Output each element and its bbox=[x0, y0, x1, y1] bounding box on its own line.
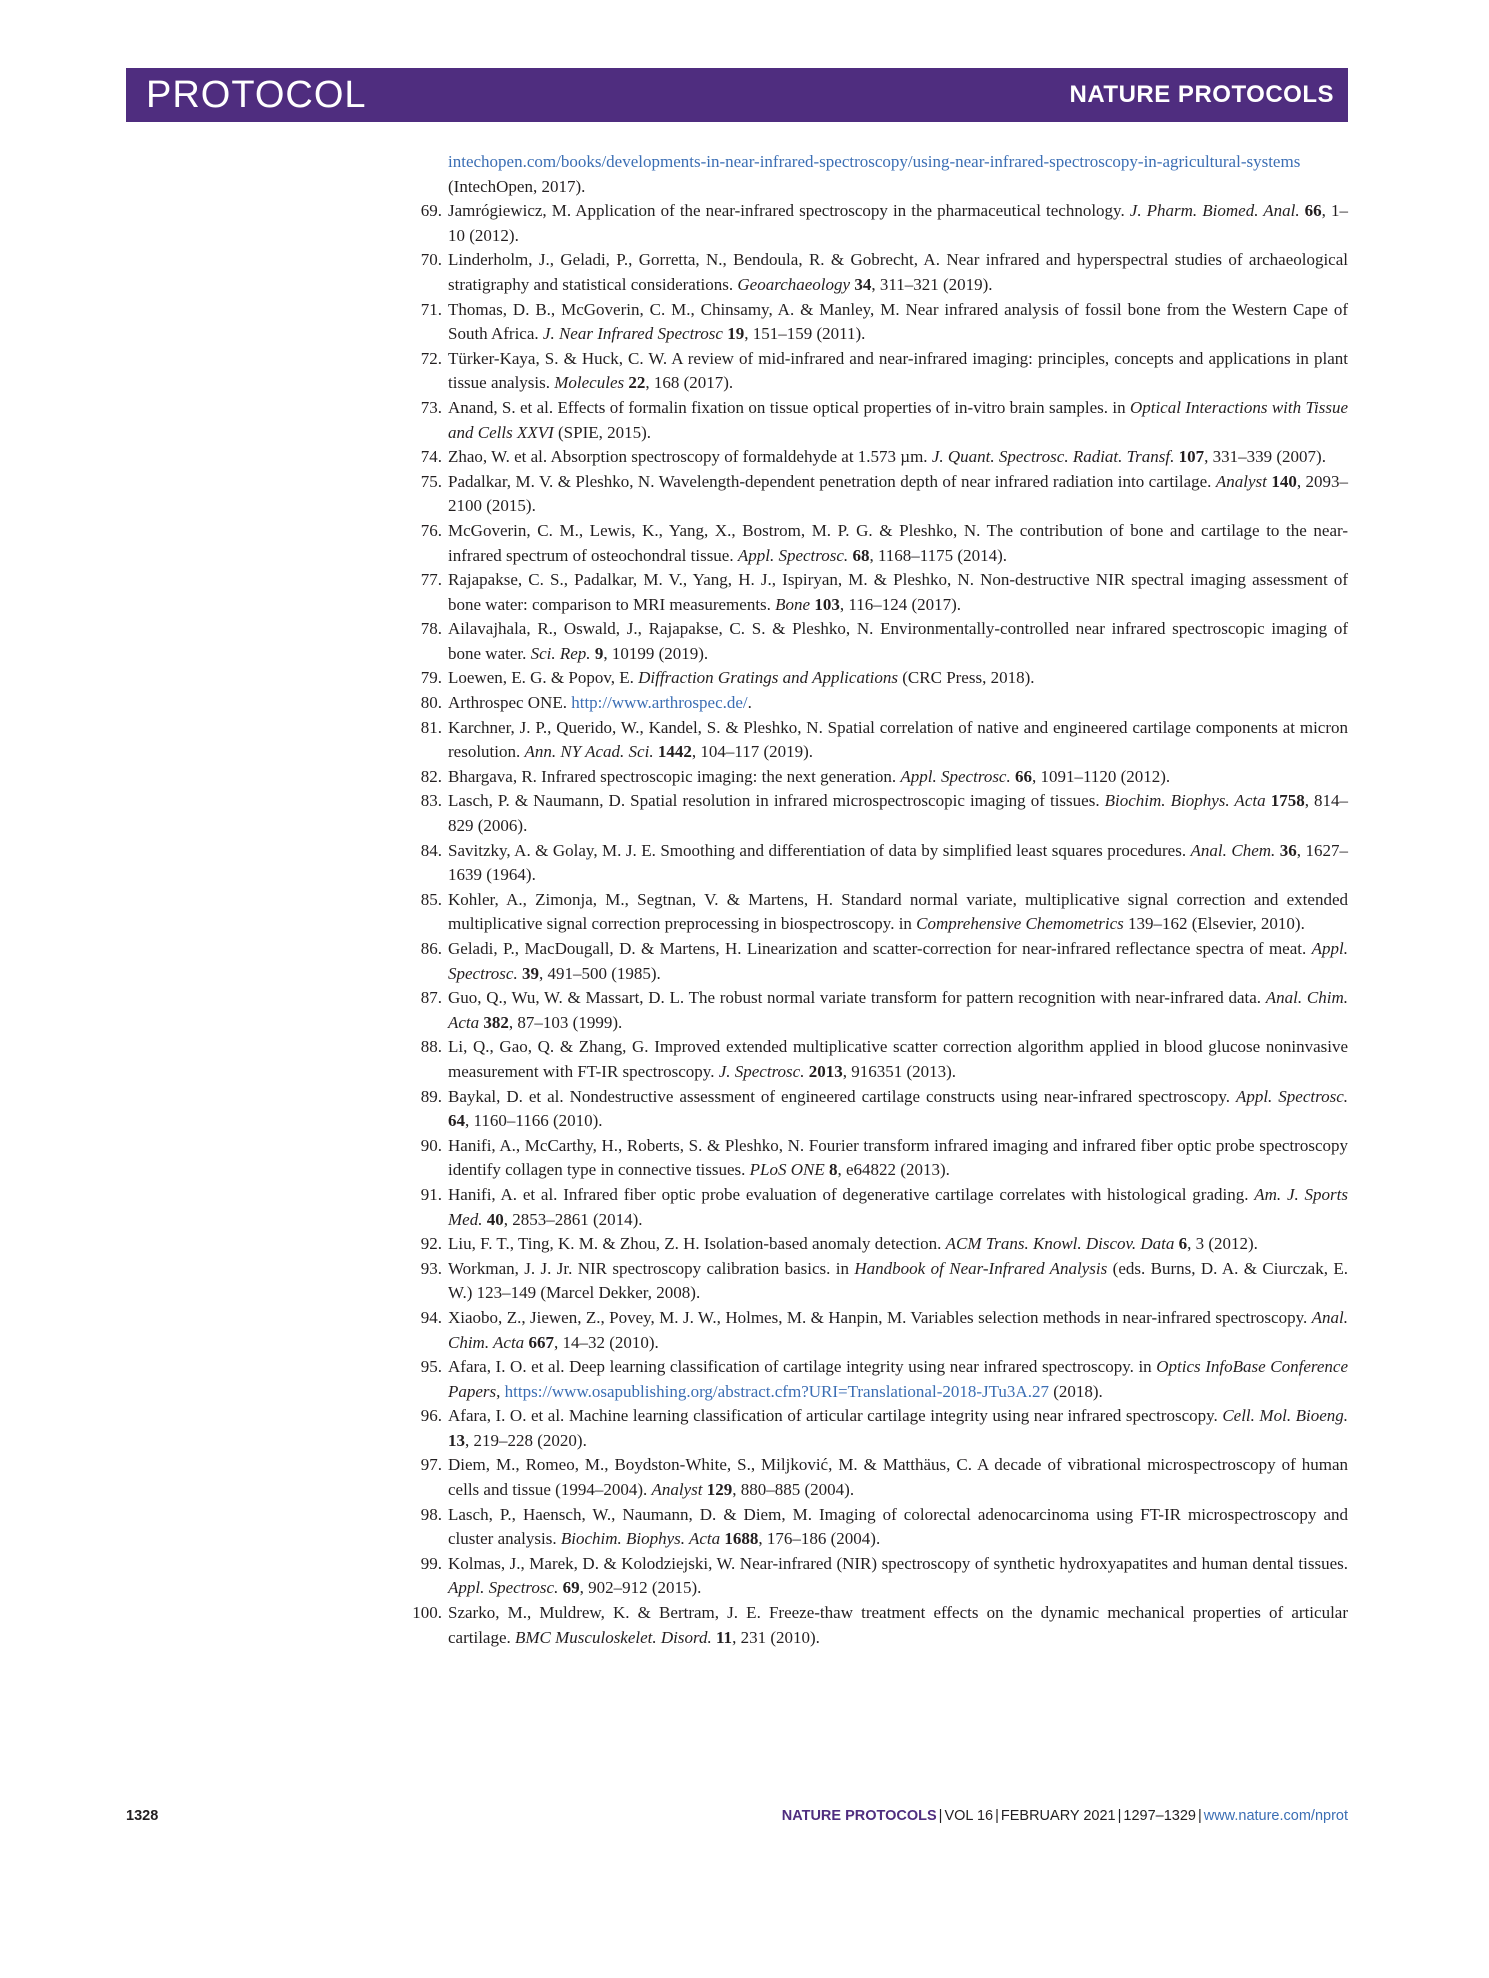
reference-text: , 14–32 (2010). bbox=[553, 1332, 659, 1352]
reference-item bbox=[390, 1355, 1348, 1404]
reference-volume: 8 bbox=[829, 1160, 838, 1180]
reference-item bbox=[390, 1257, 1348, 1306]
separator: | bbox=[1117, 1808, 1122, 1824]
reference-item bbox=[390, 1601, 1348, 1650]
reference-journal: Geoarchaeology bbox=[737, 274, 851, 294]
reference-item bbox=[390, 347, 1348, 396]
reference-journal: Anal. Chim. Acta bbox=[448, 988, 1348, 1032]
reference-link[interactable]: https://www.osapublishing.org/abstract.cfm?URI=Translational-2018-JTu3A.27 bbox=[504, 1381, 1049, 1401]
reference-number: 95. bbox=[420, 1357, 442, 1377]
reference-text: Karchner, J. P., Querido, W., Kandel, S. & Pleshko, N. Spatial correlation of native and engineered cartilage components at micron resolution. bbox=[448, 717, 1348, 762]
reference-journal: J. Near Infrared Spectrosc bbox=[542, 324, 723, 344]
reference-text: , 880–885 (2004). bbox=[732, 1480, 855, 1500]
reference-journal: Appl. Spectrosc. bbox=[1235, 1086, 1348, 1106]
reference-volume: 34 bbox=[854, 274, 872, 294]
reference-volume: 19 bbox=[727, 324, 745, 344]
reference-number: 93. bbox=[420, 1258, 442, 1278]
reference-text: , 87–103 (1999). bbox=[508, 1012, 623, 1032]
reference-text: Lasch, P. & Naumann, D. Spatial resolution in infrared microspectroscopic imaging of tissues. bbox=[448, 791, 1105, 811]
reference-number: 97. bbox=[420, 1455, 442, 1475]
reference-journal: Analyst bbox=[1215, 471, 1267, 491]
reference-item bbox=[390, 986, 1348, 1035]
reference-volume: 13 bbox=[448, 1430, 465, 1450]
reference-text: Arthrospec ONE. bbox=[448, 693, 572, 713]
reference-volume: 22 bbox=[628, 373, 646, 393]
reference-journal: Cell. Mol. Bioeng. bbox=[1222, 1406, 1349, 1426]
reference-text: , 311–321 (2019). bbox=[871, 274, 993, 294]
reference-item bbox=[390, 1085, 1348, 1134]
separator: | bbox=[938, 1808, 943, 1824]
reference-volume: 107 bbox=[1178, 447, 1205, 467]
reference-text: Diem, M., Romeo, M., Boydston-White, S., Miljković, M. & Matthäus, C. A decade of vibrational microspectroscopy of human cells and tissue (1994–2004). bbox=[448, 1455, 1348, 1500]
reference-volume: 2013 bbox=[808, 1061, 843, 1081]
reference-volume: 66 bbox=[1014, 766, 1032, 786]
reference-text: , 116–124 (2017). bbox=[839, 594, 962, 614]
reference-text: , 1160–1166 (2010). bbox=[465, 1111, 603, 1131]
reference-item bbox=[390, 1552, 1348, 1601]
reference-volume: 129 bbox=[706, 1480, 733, 1500]
reference-text: , 916351 (2013). bbox=[842, 1061, 957, 1081]
reference-journal: Comprehensive Chemometrics bbox=[916, 914, 1124, 934]
reference-journal: Optics InfoBase Conference Papers bbox=[448, 1357, 1349, 1401]
reference-number: 94. bbox=[420, 1307, 442, 1327]
reference-number: 92. bbox=[420, 1234, 442, 1254]
footer-pages: 1297–1329 bbox=[1123, 1808, 1196, 1824]
reference-text: Thomas, D. B., McGoverin, C. M., Chinsamy, A. & Manley, M. Near infrared analysis of fossil bone from the Western Cape of South Africa. bbox=[448, 299, 1348, 344]
reference-item bbox=[390, 888, 1348, 937]
reference-text: , 3 (2012). bbox=[1187, 1234, 1258, 1254]
reference-volume: 64 bbox=[448, 1111, 465, 1131]
footer-citation bbox=[782, 1808, 1348, 1824]
reference-number: 78. bbox=[420, 619, 442, 639]
page-number: 1328 bbox=[126, 1808, 159, 1824]
reference-link[interactable]: http://www.arthrospec.de/ bbox=[571, 693, 748, 713]
reference-journal: Appl. Spectrosc. bbox=[448, 1578, 559, 1598]
reference-journal: Anal. Chim. Acta bbox=[448, 1307, 1348, 1352]
reference-volume: 66 bbox=[1304, 201, 1322, 221]
reference-item bbox=[390, 1183, 1348, 1232]
reference-volume: 36 bbox=[1279, 840, 1297, 860]
reference-journal: Ann. NY Acad. Sci. bbox=[524, 742, 654, 762]
reference-volume: 39 bbox=[521, 963, 539, 983]
reference-text: Linderholm, J., Geladi, P., Gorretta, N., Bendoula, R. & Gobrecht, A. Near infrared and hyperspectral studies of archaeological stratigraphy and statistical considerations. bbox=[448, 250, 1348, 294]
reference-volume: 140 bbox=[1271, 471, 1297, 491]
reference-item bbox=[390, 445, 1348, 470]
reference-volume: 1442 bbox=[657, 742, 692, 762]
reference-number: 88. bbox=[420, 1037, 442, 1057]
reference-journal: Anal. Chem. bbox=[1190, 840, 1276, 860]
reference-item bbox=[390, 1404, 1348, 1453]
reference-text: Loewen, E. G. & Popov, E. bbox=[448, 668, 639, 688]
reference-text: , 1–10 (2012). bbox=[448, 201, 1349, 245]
reference-text: Kolmas, J., Marek, D. & Kolodziejski, W. Near-infrared (NIR) spectroscopy of synthetic hydroxyapatites and human dental tissues. bbox=[448, 1553, 1348, 1573]
reference-journal: Sci. Rep. bbox=[530, 643, 591, 663]
reference-text: , 902–912 (2015). bbox=[579, 1578, 702, 1598]
reference-text: Liu, F. T., Ting, K. M. & Zhou, Z. H. Isolation-based anomaly detection. bbox=[448, 1234, 946, 1254]
reference-number: 98. bbox=[420, 1504, 442, 1524]
reference-journal: Handbook of Near-Infrared Analysis bbox=[854, 1258, 1108, 1278]
reference-text: Hanifi, A., McCarthy, H., Roberts, S. & Pleshko, N. Fourier transform infrared imaging and infrared fiber optic probe spectroscopy identify collagen type in connective tissues. bbox=[448, 1135, 1348, 1180]
reference-item bbox=[390, 789, 1348, 838]
reference-text: Afara, I. O. et al. Deep learning classification of cartilage integrity using near infrared spectroscopy. in bbox=[448, 1357, 1157, 1377]
reference-text: Padalkar, M. V. & Pleshko, N. Wavelength-dependent penetration depth of near infrared radiation into cartilage. bbox=[448, 471, 1216, 491]
reference-text: McGoverin, C. M., Lewis, K., Yang, X., Bostrom, M. P. G. & Pleshko, N. The contribution of bone and cartilage to the near-infrared spectrum of osteochondral tissue. bbox=[448, 520, 1348, 565]
reference-volume: 1758 bbox=[1270, 791, 1305, 811]
reference-text: Kohler, A., Zimonja, M., Segtnan, V. & Martens, H. Standard normal variate, multiplicative signal correction and extended multiplicative signal correction preprocessing in biospectroscopy. in bbox=[448, 889, 1348, 934]
reference-text: , 2093–2100 (2015). bbox=[448, 471, 1348, 516]
reference-number: 100. bbox=[412, 1603, 442, 1623]
separator: | bbox=[995, 1808, 999, 1824]
reference-text: , 2853–2861 (2014). bbox=[503, 1209, 643, 1229]
reference-item bbox=[390, 617, 1348, 666]
reference-text: Anand, S. et al. Effects of formalin fixation on tissue optical properties of in-vitro brain samples. in bbox=[448, 397, 1130, 417]
reference-number: 70. bbox=[420, 250, 442, 270]
reference-text: Szarko, M., Muldrew, K. & Bertram, J. E. Freeze-thaw treatment effects on the dynamic mechanical properties of articular cartilage. bbox=[448, 1603, 1348, 1647]
reference-link[interactable]: intechopen.com/books/developments-in-near-infrared-spectroscopy/using-near-infrared-spectroscopy-in-agricultural-systems bbox=[448, 152, 1301, 171]
reference-number: 87. bbox=[420, 988, 442, 1008]
reference-item bbox=[390, 1503, 1348, 1552]
reference-number: 73. bbox=[420, 397, 442, 417]
reference-item bbox=[390, 839, 1348, 888]
reference-text: Rajapakse, C. S., Padalkar, M. V., Yang, H. J., Ispiryan, M. & Pleshko, N. Non-destructive NIR spectral imaging assessment of bone water: comparison to MRI measurements. bbox=[448, 570, 1348, 614]
reference-item bbox=[390, 298, 1348, 347]
reference-journal: BMC Musculoskelet. Disord. bbox=[515, 1627, 712, 1647]
reference-text: (eds. Burns, D. A. & Ciurczak, E. W.) 123–149 (Marcel Dekker, 2008). bbox=[448, 1258, 1348, 1303]
reference-text: , 1091–1120 (2012). bbox=[1031, 766, 1171, 786]
reference-volume: 11 bbox=[716, 1627, 733, 1647]
reference-volume: 6 bbox=[1178, 1234, 1188, 1254]
reference-volume: 103 bbox=[814, 594, 840, 614]
reference-journal: Appl. Spectrosc. bbox=[900, 766, 1011, 786]
reference-volume: 382 bbox=[483, 1012, 509, 1032]
reference-number: 86. bbox=[420, 939, 442, 958]
reference-text: Hanifi, A. et al. Infrared fiber optic probe evaluation of degenerative cartilage correlates with histological grading. bbox=[448, 1184, 1255, 1204]
reference-item bbox=[390, 396, 1348, 445]
reference-number: 77. bbox=[420, 570, 442, 590]
reference-journal: Optical Interactions with Tissue and Cells XXVI bbox=[448, 397, 1348, 442]
section-label: PROTOCOL bbox=[146, 74, 367, 116]
reference-journal: J. Spectrosc. bbox=[718, 1061, 805, 1081]
reference-item bbox=[390, 765, 1348, 790]
reference-volume: 69 bbox=[562, 1578, 580, 1598]
reference-text: , 231 (2010). bbox=[732, 1627, 820, 1647]
reference-volume: 1688 bbox=[724, 1529, 759, 1549]
reference-item bbox=[390, 1035, 1348, 1084]
reference-number: 96. bbox=[420, 1406, 442, 1426]
reference-item bbox=[390, 1306, 1348, 1355]
reference-list bbox=[390, 150, 1348, 1650]
reference-volume: 9 bbox=[594, 643, 604, 663]
reference-number: 89. bbox=[420, 1086, 442, 1106]
reference-journal: PLoS ONE bbox=[749, 1160, 825, 1180]
reference-text: (2018). bbox=[1048, 1381, 1103, 1401]
reference-number: 71. bbox=[420, 299, 442, 319]
reference-text: 139–162 (Elsevier, 2010). bbox=[1123, 914, 1305, 934]
reference-text: . bbox=[747, 693, 752, 713]
reference-journal: Am. J. Sports Med. bbox=[448, 1184, 1348, 1229]
reference-text: Li, Q., Gao, Q. & Zhang, G. Improved extended multiplicative scatter correction algorithm applied in blood glucose noninvasive measurement with FT-IR spectroscopy. bbox=[448, 1037, 1348, 1081]
reference-item bbox=[390, 199, 1348, 248]
reference-number: 76. bbox=[420, 520, 442, 540]
reference-number: 85. bbox=[420, 889, 442, 909]
reference-text: Baykal, D. et al. Nondestructive assessment of engineered cartilage constructs using near-infrared spectroscopy. bbox=[448, 1086, 1236, 1106]
reference-number: 80. bbox=[420, 693, 442, 713]
reference-text: Xiaobo, Z., Jiewen, Z., Povey, M. J. W., Holmes, M. & Hanpin, M. Variables selection methods in near-infrared spectroscopy. bbox=[448, 1307, 1312, 1327]
reference-item bbox=[390, 519, 1348, 568]
footer-volume: VOL 16 bbox=[944, 1808, 994, 1824]
reference-text: Geladi, P., MacDougall, D. & Martens, H. Linearization and scatter-correction for near-infrared reflectance spectra of meat. bbox=[448, 939, 1312, 958]
reference-item bbox=[390, 691, 1348, 716]
reference-number: 91. bbox=[420, 1184, 442, 1204]
reference-item bbox=[390, 470, 1348, 519]
reference-text: Lasch, P., Haensch, W., Naumann, D. & Diem, M. Imaging of colorectal adenocarcinoma using FT-IR microspectroscopy and cluster analysis. bbox=[448, 1504, 1348, 1549]
reference-text: , bbox=[496, 1381, 505, 1401]
reference-text: Jamrógiewicz, M. Application of the near-infrared spectroscopy in the pharmaceutical technology. bbox=[448, 201, 1130, 221]
reference-number: 72. bbox=[420, 348, 442, 368]
reference-volume: 667 bbox=[528, 1332, 554, 1352]
reference-item bbox=[390, 1134, 1348, 1183]
reference-text: (CRC Press, 2018). bbox=[898, 668, 1035, 688]
reference-text: , 219–228 (2020). bbox=[465, 1430, 587, 1450]
reference-text: , 814–829 (2006). bbox=[448, 791, 1349, 836]
reference-text: Guo, Q., Wu, W. & Massart, D. L. The robust normal variate transform for pattern recognition with near-infrared data. bbox=[448, 988, 1266, 1008]
reference-item bbox=[390, 568, 1348, 617]
reference-number: 79. bbox=[420, 668, 442, 688]
reference-text: , 10199 (2019). bbox=[603, 643, 709, 663]
reference-journal: J. Quant. Spectrosc. Radiat. Transf. bbox=[931, 447, 1175, 467]
reference-number: 84. bbox=[420, 840, 442, 860]
journal-name: NATURE PROTOCOLS bbox=[1069, 81, 1334, 108]
reference-journal: Biochim. Biophys. Acta bbox=[1104, 791, 1266, 811]
reference-number: 81. bbox=[420, 717, 442, 737]
reference-journal: Bone bbox=[775, 594, 811, 614]
reference-text: Bhargava, R. Infrared spectroscopic imaging: the next generation. bbox=[448, 766, 901, 786]
reference-text: (IntechOpen, 2017). bbox=[448, 176, 586, 196]
footer-journal: NATURE PROTOCOLS bbox=[781, 1808, 937, 1824]
reference-journal: Diffraction Gratings and Applications bbox=[638, 668, 899, 688]
reference-text: , 1168–1175 (2014). bbox=[869, 545, 1007, 565]
reference-text: , 1627–1639 (1964). bbox=[448, 840, 1349, 885]
reference-volume: 40 bbox=[486, 1209, 504, 1229]
footer-url-link[interactable]: www.nature.com/nprot bbox=[1203, 1808, 1348, 1824]
reference-text: , 331–339 (2007). bbox=[1204, 447, 1326, 467]
reference-journal: Molecules bbox=[554, 373, 625, 393]
reference-text: Türker-Kaya, S. & Huck, C. W. A review of mid-infrared and near-infrared imaging: principles, concepts and applications in plant tissue analysis. bbox=[448, 348, 1348, 393]
reference-text: Savitzky, A. & Golay, M. J. E. Smoothing and differentiation of data by simplified least squares procedures. bbox=[448, 840, 1191, 860]
reference-text: , 176–186 (2004). bbox=[758, 1529, 881, 1549]
reference-item bbox=[390, 716, 1348, 765]
reference-text: Ailavajhala, R., Oswald, J., Rajapakse, C. S. & Pleshko, N. Environmentally-controlled near infrared spectroscopic imaging of bone water. bbox=[448, 619, 1348, 663]
reference-number: 75. bbox=[420, 471, 442, 491]
reference-journal: Appl. Spectrosc. bbox=[737, 545, 849, 565]
reference-text: Zhao, W. et al. Absorption spectroscopy of formaldehyde at 1.573 µm. bbox=[448, 447, 932, 467]
reference-number: 69. bbox=[420, 201, 442, 221]
reference-text: , e64822 (2013). bbox=[837, 1160, 950, 1180]
reference-number: 74. bbox=[420, 447, 442, 467]
page-footer bbox=[126, 1808, 1348, 1832]
reference-item bbox=[390, 248, 1348, 297]
header-banner bbox=[126, 68, 1348, 122]
reference-text: , 491–500 (1985). bbox=[538, 963, 661, 983]
reference-journal: Biochim. Biophys. Acta bbox=[560, 1529, 721, 1549]
reference-text: , 151–159 (2011). bbox=[744, 324, 866, 344]
reference-number: 82. bbox=[420, 766, 442, 786]
reference-item bbox=[390, 1232, 1348, 1257]
reference-text: Workman, J. J. Jr. NIR spectroscopy calibration basics. in bbox=[448, 1258, 855, 1278]
reference-item bbox=[390, 666, 1348, 691]
reference-number: 99. bbox=[420, 1553, 442, 1573]
reference-volume: 68 bbox=[852, 545, 870, 565]
reference-journal: ACM Trans. Knowl. Discov. Data bbox=[945, 1234, 1175, 1254]
reference-item bbox=[390, 1453, 1348, 1502]
reference-text: , 104–117 (2019). bbox=[691, 742, 814, 762]
reference-text: , 168 (2017). bbox=[645, 373, 734, 393]
reference-number: 90. bbox=[420, 1135, 442, 1155]
reference-text: Afara, I. O. et al. Machine learning classification of articular cartilage integrity using near infrared spectroscopy. bbox=[448, 1406, 1223, 1426]
footer-date: FEBRUARY 2021 bbox=[1000, 1808, 1116, 1824]
reference-text: (SPIE, 2015). bbox=[553, 422, 652, 442]
reference-journal: J. Pharm. Biomed. Anal. bbox=[1129, 201, 1300, 221]
reference-item bbox=[390, 937, 1348, 986]
reference-journal: Appl. Spectrosc. bbox=[448, 939, 1348, 983]
reference-number: 83. bbox=[420, 791, 442, 811]
reference-journal: Analyst bbox=[651, 1480, 703, 1500]
reference-item bbox=[390, 150, 1348, 199]
separator: | bbox=[1197, 1808, 1202, 1824]
